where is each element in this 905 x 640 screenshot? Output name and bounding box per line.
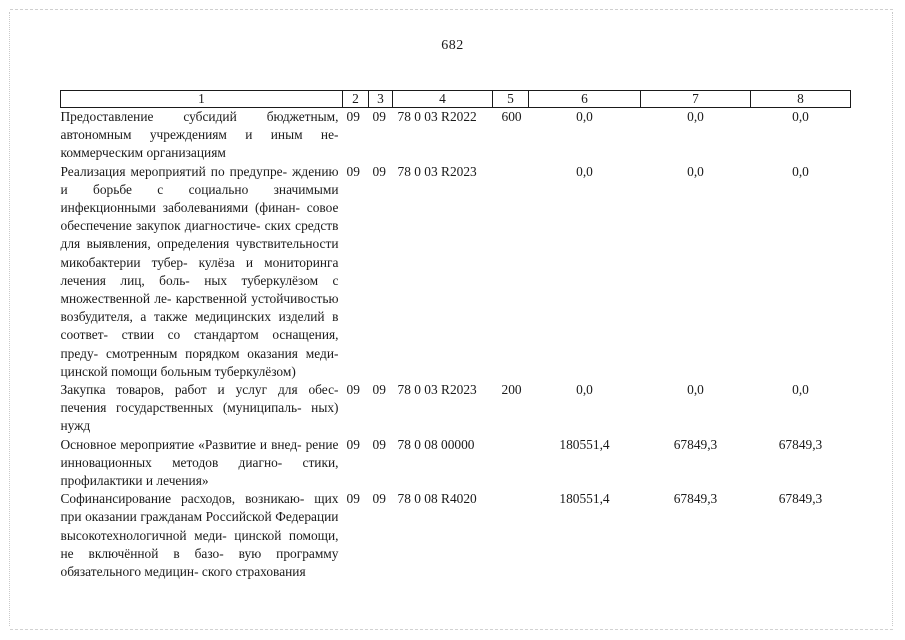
amount-col7: 67849,3 <box>673 491 718 507</box>
section-code: 09 <box>346 109 360 124</box>
expense-type-code: 600 <box>501 109 522 124</box>
description-line: ских средств для выявления, определения <box>60 218 339 252</box>
section-code: 09 <box>346 163 360 179</box>
description-line: смотренным порядком оказания меди- <box>105 345 339 361</box>
amount-col7: 0,0 <box>687 163 704 179</box>
description-line: ствии со стандартом оснащения, преду- <box>60 327 339 361</box>
budget-table <box>60 90 851 581</box>
amount-col6: 0,0 <box>576 109 593 124</box>
subsection-code: 09 <box>372 436 386 452</box>
amount-col8: 67849,3 <box>778 436 823 452</box>
description-line: ского страхования <box>201 564 306 580</box>
description-line: Реализация мероприятий по предупре- <box>60 163 288 179</box>
table-row <box>61 490 851 581</box>
table-row <box>61 163 851 381</box>
description-line: Закупка товаров, работ и услуг для обес- <box>60 382 339 398</box>
target-article-code: 78 0 03 R2022 <box>397 109 477 124</box>
amount-col6: 180551,4 <box>559 491 610 507</box>
scan-edge-bottom <box>10 629 893 630</box>
subsection-code: 09 <box>372 109 386 124</box>
row-description <box>61 108 343 163</box>
expense-type-code: 200 <box>501 382 522 398</box>
column-header-6: 6 <box>529 91 641 108</box>
description-line: автономным учреждениям и иным не- <box>60 127 339 143</box>
subsection-code: 09 <box>372 491 386 507</box>
table-header-row <box>61 91 851 108</box>
scan-edge-top <box>10 9 893 10</box>
description-line: карственной устойчивостью возбудителя, <box>60 291 339 325</box>
section-code: 09 <box>346 491 360 507</box>
table-row <box>61 381 851 436</box>
amount-col7: 67849,3 <box>673 436 718 452</box>
row-description <box>61 490 343 581</box>
description-line: коммерческим организациям <box>60 145 226 161</box>
table-row <box>61 436 851 491</box>
description-line: кулёза и мониторинга лечения лиц, боль- <box>60 254 339 288</box>
target-article-code: 78 0 08 00000 <box>397 436 475 452</box>
section-code: 09 <box>346 436 360 452</box>
target-article-code: 78 0 08 R4020 <box>397 491 477 507</box>
description-line: печения государственных (муниципаль- <box>60 400 302 416</box>
amount-col8: 0,0 <box>792 109 809 124</box>
amount-col7: 0,0 <box>687 382 704 398</box>
description-line: совое обеспечение закупок диагностиче- <box>60 200 339 234</box>
amount-col8: 0,0 <box>792 163 809 179</box>
description-line: инфекционными заболеваниями (финан- <box>60 200 300 216</box>
target-article-code: 78 0 03 R2023 <box>397 163 477 179</box>
amount-col6: 180551,4 <box>559 436 610 452</box>
description-line: цинской помощи, не включённой в базо- <box>60 527 339 561</box>
scan-edge-left <box>9 12 10 626</box>
target-article-code: 78 0 03 R2023 <box>397 382 477 398</box>
description-line: Софинансирование расходов, возникаю- <box>60 491 305 507</box>
description-line: Предоставление субсидий бюджетным, <box>60 109 339 124</box>
description-line: вую программу обязательного медицин- <box>60 545 339 580</box>
description-line: рение инновационных методов диагно- <box>60 436 339 470</box>
column-header-1: 1 <box>61 91 343 108</box>
description-line: чувствительности микобактерии тубер- <box>60 236 339 270</box>
column-header-7: 7 <box>641 91 751 108</box>
description-line: ных) нужд <box>60 400 339 434</box>
row-description <box>61 381 343 436</box>
section-code: 09 <box>346 382 360 398</box>
expense-type-code <box>493 436 529 491</box>
description-line: стики, профилактики и лечения» <box>60 454 339 489</box>
description-line: щих при оказании гражданам Российской <box>60 491 339 525</box>
page-number: 682 <box>441 38 464 53</box>
amount-col6: 0,0 <box>576 382 593 398</box>
column-header-4: 4 <box>393 91 493 108</box>
amount-col6: 0,0 <box>576 163 593 179</box>
expense-type-code <box>493 163 529 381</box>
amount-col8: 67849,3 <box>778 491 823 507</box>
subsection-code: 09 <box>372 163 386 179</box>
column-header-5: 5 <box>493 91 529 108</box>
row-description <box>61 163 343 381</box>
description-line: ных туберкулёзом с множественной ле- <box>60 272 339 307</box>
expense-type-code <box>493 490 529 581</box>
description-line: Федерации высокотехнологичной меди- <box>60 509 339 543</box>
description-line: а также медицинских изделий в соответ- <box>60 309 339 343</box>
table-row <box>61 108 851 163</box>
description-line: Основное мероприятие «Развитие и внед- <box>60 436 302 452</box>
column-header-2: 2 <box>343 91 369 108</box>
description-line: цинской помощи больным туберкулёзом) <box>60 363 296 379</box>
column-header-3: 3 <box>369 91 393 108</box>
amount-col8: 0,0 <box>792 382 809 398</box>
description-line: ждению и борьбе с социально значимыми <box>60 163 339 197</box>
subsection-code: 09 <box>372 382 386 398</box>
amount-col7: 0,0 <box>687 109 704 124</box>
row-description <box>61 436 343 491</box>
column-header-8: 8 <box>751 91 851 108</box>
scan-edge-right <box>892 12 893 626</box>
